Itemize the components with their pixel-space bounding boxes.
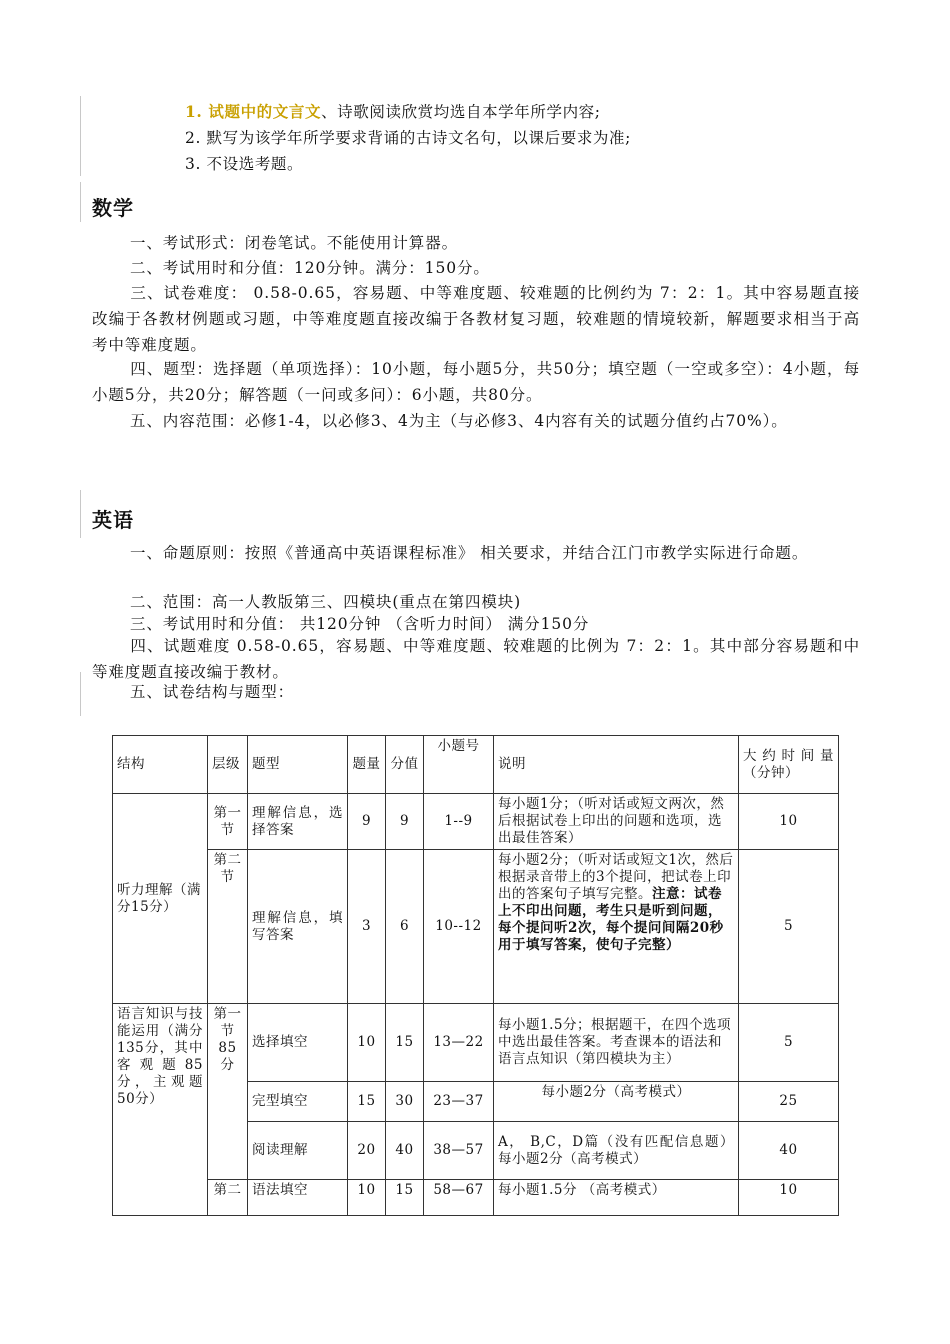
- type-cell: 语法填空: [248, 1180, 348, 1216]
- english-paragraph-1: 一、命题原则：按照《普通高中英语课程标准》 相关要求，并结合江门市教学实际进行命题。: [130, 544, 809, 562]
- level-cell: 第二: [208, 1180, 248, 1216]
- time-cell: 40: [739, 1122, 839, 1180]
- desc-cell: 每小题2分；（听对话或短文1次，然后根据录音带上的3个提问，把试卷上印出的答案句子填写完整。注意：试卷上不印出问题，考生只是听到问题，每个提问听2次，每个提问间隔20秒用于填写答案，使句子完整）: [494, 850, 739, 1004]
- header-type: 题型: [248, 736, 348, 794]
- highlighted-text: 1. 试题中的文言文: [185, 102, 322, 121]
- math-paragraph-4: 四、题型：选择题（单项选择）：10小题，每小题5分，共50分；填空题（一空或多空）：4小题，每小题5分，共20分；解答题（一问或多问）：6小题，共80分。: [92, 360, 860, 404]
- note-text: 注意：试卷上不印出问题，考生只是听到问题，每个提问听2次，每个提问间隔20秒用于填写答案，使句子完整）: [498, 886, 724, 953]
- margin-marker: [80, 96, 81, 176]
- margin-marker: [80, 672, 81, 716]
- score-cell: 6: [386, 850, 424, 1004]
- score-cell: 40: [386, 1122, 424, 1180]
- exam-structure-table: [112, 735, 839, 1216]
- time-cell: 10: [739, 794, 839, 850]
- count-cell: 15: [348, 1082, 386, 1122]
- table-row: [113, 1004, 839, 1082]
- count-cell: 20: [348, 1122, 386, 1180]
- time-cell: 5: [739, 850, 839, 1004]
- type-cell: 完型填空: [248, 1082, 348, 1122]
- desc-cell: 每小题1分；（听对话或短文两次，然后根据试卷上印出的问题和选项，选出最佳答案）: [494, 794, 739, 850]
- score-cell: 30: [386, 1082, 424, 1122]
- math-paragraph-2: 二、考试用时和分值：120分钟。满分：150分。: [130, 259, 490, 277]
- header-time: 大约时间量（分钟）: [739, 736, 839, 794]
- table-row: [113, 850, 839, 1004]
- numbers-cell: 13—22: [424, 1004, 494, 1082]
- time-cell: 25: [739, 1082, 839, 1122]
- time-cell: 10: [739, 1180, 839, 1216]
- header-score: 分值: [386, 736, 424, 794]
- numbers-cell: 1--9: [424, 794, 494, 850]
- english-paragraph-3: 三、考试用时和分值： 共120分钟 （含听力时间） 满分150分: [130, 615, 590, 633]
- math-heading: 数学: [92, 196, 134, 220]
- score-cell: 15: [386, 1180, 424, 1216]
- numbers-cell: 58—67: [424, 1180, 494, 1216]
- score-cell: 15: [386, 1004, 424, 1082]
- level-cell: 第一节: [208, 794, 248, 850]
- table-row: [113, 1180, 839, 1216]
- level-cell: 第二节: [208, 850, 248, 1004]
- english-paragraph-2: 二、范围：高一人教版第三、四模块(重点在第四模块): [130, 593, 522, 611]
- numbers-cell: 23—37: [424, 1082, 494, 1122]
- english-paragraph-4: 四、试题难度 0.58-0.65，容易题、中等难度题、较难题的比例为 7：2：1。其中部分容易题和中等难度题直接改编于教材。: [92, 637, 860, 681]
- count-cell: 3: [348, 850, 386, 1004]
- header-level: 层级: [208, 736, 248, 794]
- desc-cell: 每小题1.5分；根据题干，在四个选项中选出最佳答案。考查课本的语法和语言点知识（第四模块为主）: [494, 1004, 739, 1082]
- time-cell: 5: [739, 1004, 839, 1082]
- numbers-cell: 38—57: [424, 1122, 494, 1180]
- table-row: [113, 794, 839, 850]
- desc-cell: 每小题1.5分 （高考模式）: [494, 1180, 739, 1216]
- math-paragraph-5: 五、内容范围：必修1-4，以必修3、4为主（与必修3、4内容有关的试题分值约占70%）。: [130, 412, 788, 430]
- chinese-note-2: 2. 默写为该学年所学要求背诵的古诗文名句，以课后要求为准;: [185, 129, 631, 147]
- numbers-cell: 10--12: [424, 850, 494, 1004]
- chinese-note-1: 1. 试题中的文言文、诗歌阅读欣赏均选自本学年所学内容;: [185, 102, 601, 121]
- desc-cell: A， B,C，D篇（没有匹配信息题） 每小题2分（高考模式）: [494, 1122, 739, 1180]
- level-cell: 第一节85分: [208, 1004, 248, 1180]
- header-numbers: 小题号: [424, 736, 494, 794]
- table-header-row: [113, 736, 839, 794]
- count-cell: 10: [348, 1180, 386, 1216]
- header-desc: 说明: [494, 736, 739, 794]
- desc-cell: 每小题2分（高考模式）: [494, 1082, 739, 1122]
- math-paragraph-3: 三、试卷难度： 0.58-0.65，容易题、中等难度题、较难题的比例约为 7：2：1。其中容易题直接改编于各教材例题或习题，中等难度题直接改编于各教材复习题，较难题的情境较新，解题要求相当于高考中等难度题。: [92, 284, 860, 354]
- english-paragraph-5: 五、试卷结构与题型：: [130, 683, 295, 701]
- margin-marker: [80, 182, 81, 222]
- english-heading: 英语: [92, 508, 134, 532]
- language-structure: 语言知识与技能运用（满分135分，其中客观题85分，主观题50分）: [113, 1004, 208, 1216]
- header-count: 题量: [348, 736, 386, 794]
- header-structure: 结构: [113, 736, 208, 794]
- type-cell: 理解信息，填写答案: [248, 850, 348, 1004]
- type-cell: 阅读理解: [248, 1122, 348, 1180]
- listening-structure: 听力理解（满分15分）: [113, 794, 208, 1004]
- score-cell: 9: [386, 794, 424, 850]
- count-cell: 10: [348, 1004, 386, 1082]
- count-cell: 9: [348, 794, 386, 850]
- math-paragraph-1: 一、考试形式：闭卷笔试。不能使用计算器。: [130, 234, 459, 252]
- type-cell: 理解信息，选择答案: [248, 794, 348, 850]
- chinese-note-3: 3. 不设选考题。: [185, 155, 304, 173]
- type-cell: 选择填空: [248, 1004, 348, 1082]
- margin-marker: [80, 490, 81, 538]
